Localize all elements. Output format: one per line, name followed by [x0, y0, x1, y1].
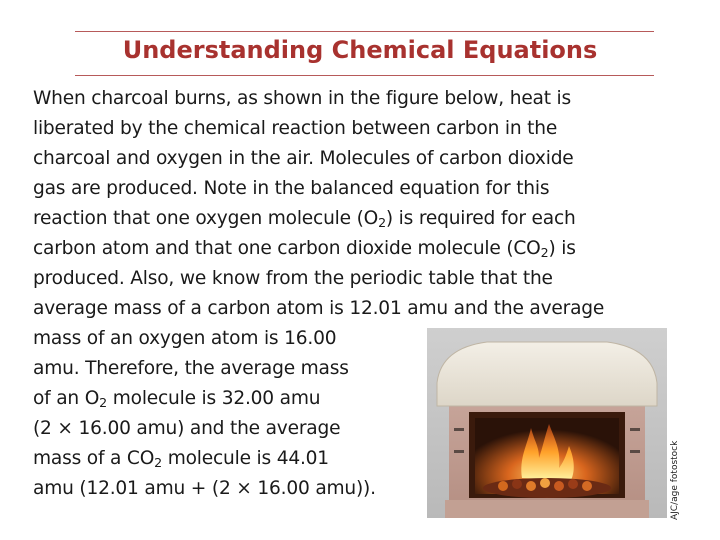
fireplace-photo: [427, 328, 667, 518]
paragraph-line: produced. Also, we know from the periodic table that the: [33, 268, 553, 289]
coal: [554, 481, 564, 491]
text-run: molecule is 44.01: [162, 448, 329, 469]
fireplace-base: [445, 500, 649, 518]
text-run: ) is: [548, 238, 576, 259]
coal: [568, 479, 578, 489]
text-run: reaction that one oxygen molecule (O: [33, 208, 379, 229]
text-run: mass of a CO: [33, 448, 155, 469]
fireplace-illustration: [427, 328, 667, 518]
paragraph-line: gas are produced. Note in the balanced equation for this: [33, 178, 550, 199]
title-rule-top: [75, 31, 654, 32]
coal: [512, 479, 522, 489]
coal: [526, 481, 536, 491]
slide-title: Understanding Chemical Equations: [122, 36, 598, 64]
paragraph-line: [33, 234, 683, 264]
photo-credit: AJC/age fotostock: [670, 440, 680, 520]
paragraph-line: mass of an oxygen atom is 16.00: [33, 328, 337, 349]
subscript: 2: [99, 395, 108, 411]
text-run: molecule is 32.00 amu: [107, 388, 321, 409]
coal: [582, 481, 592, 491]
coal: [540, 478, 550, 488]
text-run: of an O: [33, 388, 100, 409]
paragraph-line: charcoal and oxygen in the air. Molecules of carbon dioxide: [33, 148, 574, 169]
subscript: 2: [540, 245, 549, 261]
paragraph-line: [33, 204, 683, 234]
subscript: 2: [378, 215, 386, 231]
paragraph-line: average mass of a carbon atom is 12.01 amu and the average: [33, 298, 605, 319]
side-slot: [630, 428, 640, 431]
paragraph-line: amu. Therefore, the average mass: [33, 358, 349, 379]
paragraph-line: (2 × 16.00 amu) and the average: [33, 418, 341, 439]
fireplace-hood: [437, 342, 657, 406]
side-slot: [454, 428, 464, 431]
title-rule-bottom: [75, 75, 654, 76]
text-run: carbon atom and that one carbon dioxide molecule (CO: [33, 238, 541, 259]
text-run: ) is required for each: [385, 208, 576, 229]
coal: [498, 481, 508, 491]
paragraph-line: amu (12.01 amu + (2 × 16.00 amu)).: [33, 478, 376, 499]
subscript: 2: [154, 455, 162, 471]
paragraph-line: liberated by the chemical reaction between carbon in the: [33, 118, 558, 139]
paragraph-line: When charcoal burns, as shown in the figure below, heat is: [33, 88, 572, 109]
side-slot: [630, 450, 640, 453]
side-slot: [454, 450, 464, 453]
